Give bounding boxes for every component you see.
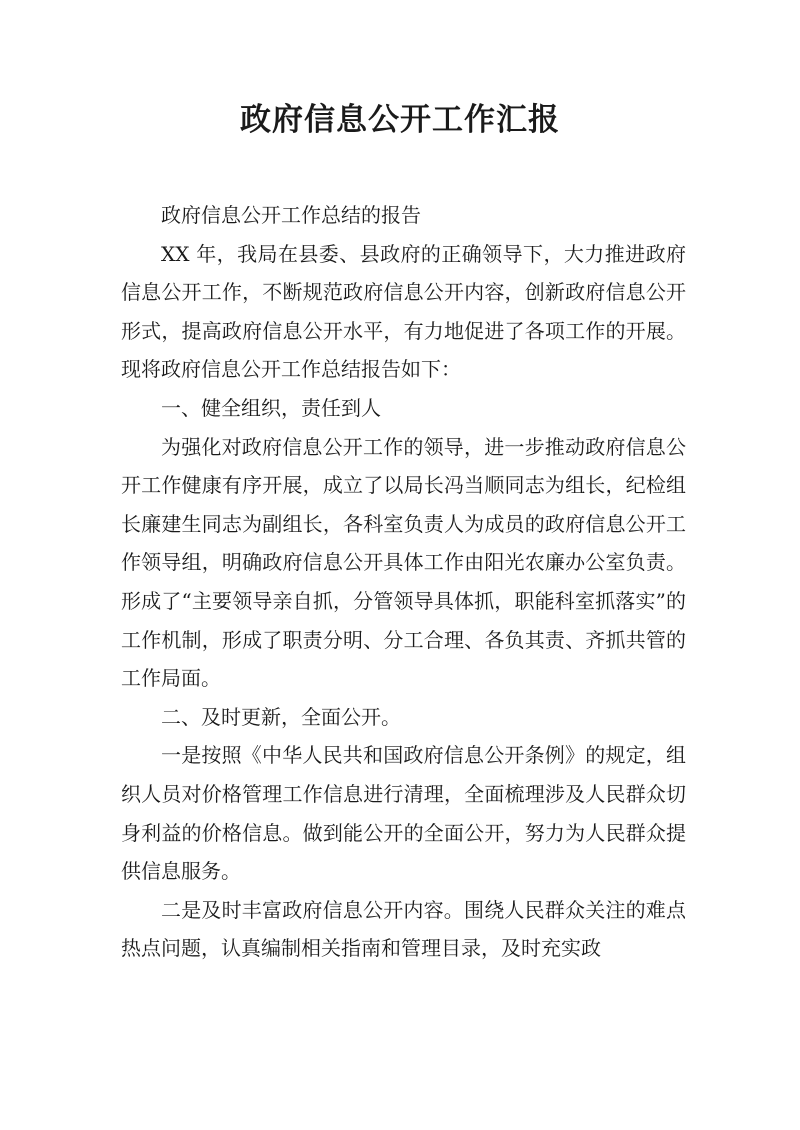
section-heading-1: 一、健全组织，责任到人 (161, 395, 381, 420)
section-1-paragraph: 为强化对政府信息公开工作的领导，进一步推动政府信息公开工作健康有序开展，成立了以局长冯当顺同志为组长，纪检组长廉建生同志为副组长，各科室负责人为成员的政府信息公开工作领导组，明确政府信息公开具体工作由阳光农廉办公室负责。形成了“主要领导亲自抓，分管领导具体抓，职能科室抓落实”的工作机制，形成了职责分明、分工合理、各负其责、齐抓共管的工作局面。 (121, 434, 686, 691)
section-2-paragraph-2: 二是及时丰富政府信息公开内容。围绕人民群众关注的难点热点问题，认真编制相关指南和管理目录，及时充实政 (121, 897, 686, 961)
section-heading-2: 二、及时更新，全面公开。 (161, 704, 401, 729)
report-subtitle: 政府信息公开工作总结的报告 (161, 203, 421, 227)
section-2-paragraph-1: 一是按照《中华人民共和国政府信息公开条例》的规定，组织人员对价格管理工作信息进行清理，全面梳理涉及人民群众切身利益的价格信息。做到能公开的全面公开，努力为人民群众提供信息服务。 (121, 743, 686, 884)
document-title: 政府信息公开工作汇报 (240, 102, 560, 138)
intro-paragraph: XX 年，我局在县委、县政府的正确领导下，大力推进政府信息公开工作，不断规范政府信息公开内容，创新政府信息公开形式，提高政府信息公开水平，有力地促进了各项工作的开展。现将政府信息公开工作总结报告如下： (121, 241, 686, 382)
document-body (121, 196, 686, 968)
